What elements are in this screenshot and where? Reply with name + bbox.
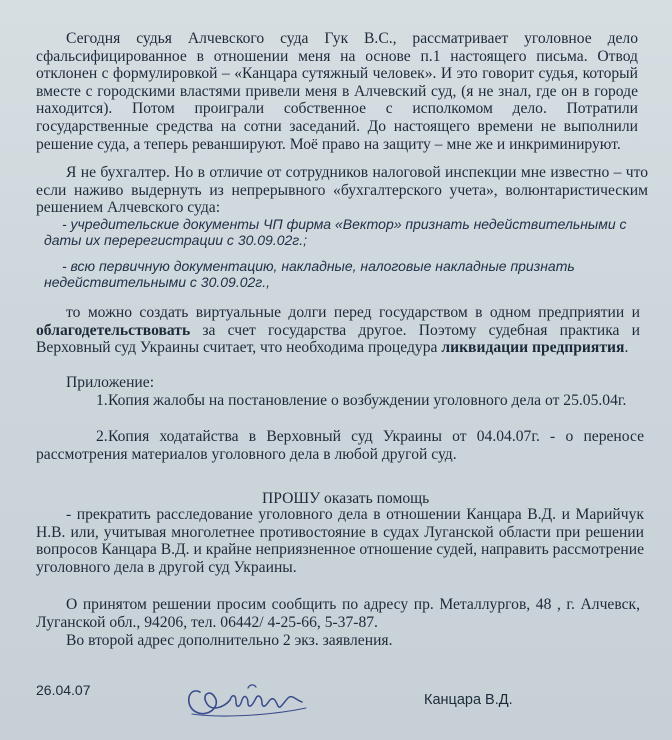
appendix-item-2 <box>36 428 644 463</box>
paragraph-debts-part1: то можно создать виртуальные долги перед государством в одном предприятии и <box>66 304 640 321</box>
quote-founding-documents: - учредительские документы ЧП фирма «Вектор» признать недействительными с даты их перерегистрации с 30.09.02г.; <box>44 216 627 248</box>
copies-note: Во второй адрес дополнительно 2 экз. заявления. <box>66 632 393 649</box>
request-body: - прекратить расследование уголовного дела в отношении Канцара В.Д. и Марийчук Н.В. или, учитывая многолетнее противостояние в судах Луганской области при решении вопросов Канцара В.Д. и крайне неприязненное отношение судей, направить рассмотрение уголовного дела в другой суд Украины. <box>36 506 644 576</box>
paragraph-debts <box>36 304 640 357</box>
request-heading: ПРОШУ оказать помощь <box>262 490 430 507</box>
contact-paragraph: О принятом решении просим сообщить по адресу пр. Металлургов, 48 , г. Алчевск, Луганской обл., 94206, тел. 06442/ 4-25-66, 5-37-87. <box>36 596 640 631</box>
emphasis-liquidation: ликвидации предприятия <box>441 339 625 357</box>
paragraph-court: Сегодня судья Алчевского суда Гук В.С., рассматривает уголовное дело сфальсифицированное в отношении меня на основе п.1 настоящего письма. Отвод отклонен с формулировкой – «Канцара сутяжный человек». И это говорит судья, который вместе с городскими властями привели меня в Алчевский суд, (я не знал, где он в городе находится). Потом проиграли собственное с исполкомом дело. Потратили государственные средства на сотни заседаний. До настоящего времени не выполнили решение суда, а теперь реваншируют. Моё право на защиту – мне же и инкриминируют. <box>36 30 638 153</box>
appendix-item-2-number: 2. <box>96 428 108 445</box>
appendix-item-1 <box>36 392 644 410</box>
quote-primary-documentation: - всю первичную документацию, накладные, налоговые накладные признать недействительными с 30.09.02г., <box>44 258 575 290</box>
signature-image <box>178 672 328 722</box>
emphasis-benefit: облагодетельствовать <box>36 321 191 339</box>
paragraph-accounting: Я не бухгалтер. Но в отличие от сотрудников налоговой инспекции мне известно – что если наживо выдернуть из непрерывного «бухгалтерского учета», волюнтаристическим решением Алчевского суда: <box>36 164 648 217</box>
appendix-item-2-text: Копия ходатайства в Верховный суд Украины от 04.04.07г. - о переносе рассмотрения материалов уголовного дела в любой другой суд. <box>36 428 644 463</box>
signer-name: Канцара В.Д. <box>424 692 513 708</box>
paragraph-debts-part2: за счет государства другое. Поэтому судебная практика и Верховный суд Украины считает, что необходима процедура <box>36 321 640 357</box>
appendix-item-1-text: Копия жалобы на постановление о возбуждении уголовного дела от 25.05.04г. <box>108 392 627 409</box>
appendix-title: Приложение: <box>66 374 155 391</box>
appendix-item-1-number: 1. <box>96 392 108 409</box>
document-date: 26.04.07 <box>36 682 91 698</box>
paragraph-debts-end: . <box>624 339 629 357</box>
